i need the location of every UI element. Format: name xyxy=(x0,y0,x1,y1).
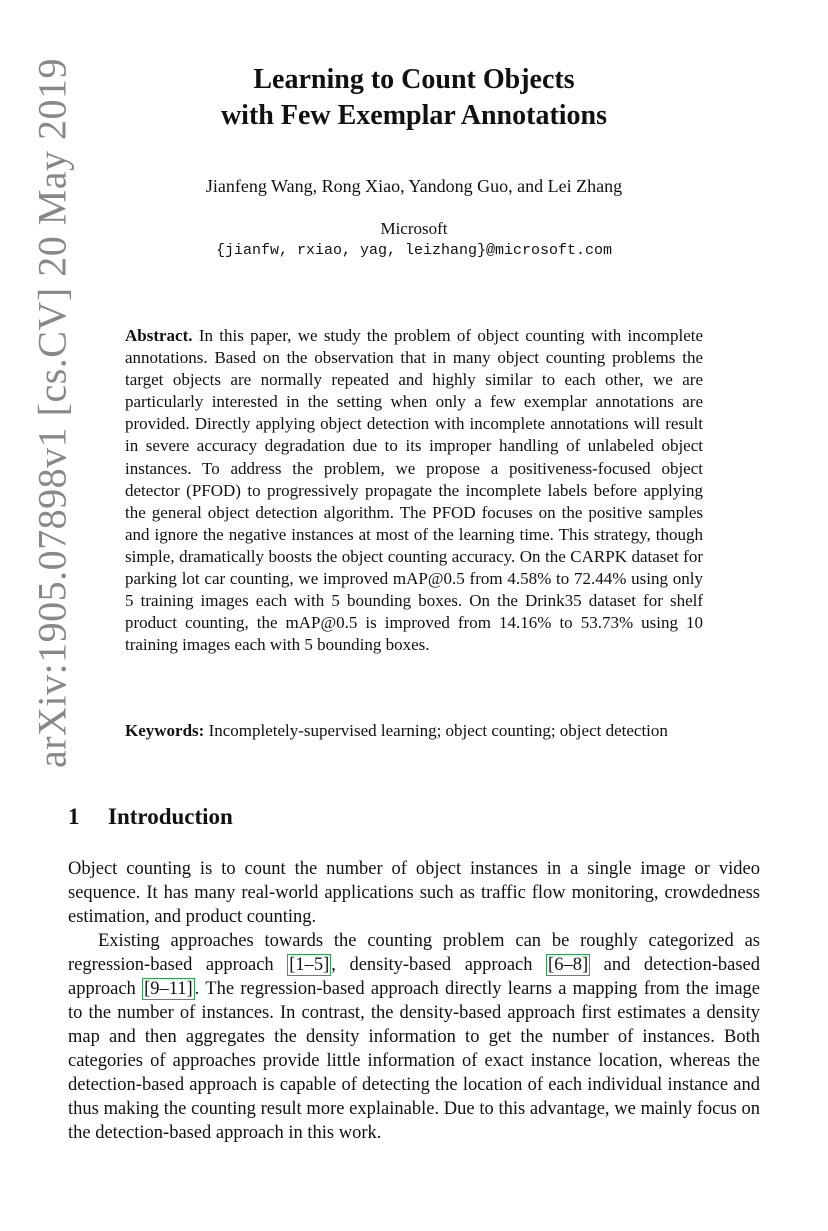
title-line-1: Learning to Count Objects xyxy=(253,64,575,95)
keywords xyxy=(125,720,703,742)
author-emails: {jianfw, rxiao, yag, leizhang}@microsoft.com xyxy=(215,242,613,259)
title-line-2: with Few Exemplar Annotations xyxy=(220,100,608,131)
paragraph-2-text-b: , density-based approach xyxy=(331,955,547,975)
abstract-label: Abstract. xyxy=(125,326,193,345)
paragraph-1: Object counting is to count the number of object instances in a single image or video sequence. It has many real-world applications such as traffic flow monitoring, crowdedness estimation, and product counting. xyxy=(68,859,760,927)
introduction-body xyxy=(68,857,760,1145)
affiliation: Microsoft xyxy=(380,219,448,238)
arxiv-identifier-text: arXiv:1905.07898v1 [cs.CV] 20 May 2019 xyxy=(29,57,75,768)
paragraph-2-text-d: . The regression-based approach directly learns a mapping from the image to the number of instances. In contrast, the density-based approach first estimates a density map and then aggregates the density information to get the number of instances. Both categories of approaches provide little information of exact instance location, whereas the detection-based approach is capable of detecting the location of each individual instance and thus making the counting result more explainable. Due to this advantage, we mainly focus on the detection-based approach in this work. xyxy=(68,979,760,1143)
keywords-label: Keywords: xyxy=(125,721,205,740)
citation-link-1[interactable]: [1–5] xyxy=(289,955,330,975)
keywords-text: Incompletely-supervised learning; object counting; object detection xyxy=(208,721,668,740)
abstract xyxy=(125,325,703,656)
paragraph-2 xyxy=(68,929,760,1145)
section-title: Introduction xyxy=(108,804,233,829)
citation-link-3[interactable]: [9–11] xyxy=(144,979,193,999)
paragraph-2-text-a: Existing approaches towards the counting problem can be roughly categorized as regression-based approach xyxy=(68,931,760,975)
arxiv-identifier xyxy=(26,57,78,768)
section-number: 1 xyxy=(68,804,80,829)
abstract-text: In this paper, we study the problem of object counting with incomplete annotations. Based on the observation that in many object counting problems the target objects are normally repeated and highly similar to each other, we are particularly interested in the setting when only a few exemplar annotations are provided. Directly applying object detection with incomplete annotations will result in severe accuracy degradation due to its improper handling of unlabeled object instances. To address the problem, we propose a positiveness-focused object detector (PFOD) to progressively propagate the incomplete labels before applying the general object detection algorithm. The PFOD focuses on the positive samples and ignore the negative instances at most of the learning time. This strategy, though simple, dramatically boosts the object counting accuracy. On the CARPK dataset for parking lot car counting, we improved mAP@0.5 from 4.58% to 72.44% using only 5 training images each with 5 bounding boxes. On the Drink35 dataset for shelf product counting, the mAP@0.5 is improved from 14.16% to 53.73% using 10 training images each with 5 bounding boxes. xyxy=(125,326,704,655)
paper-title xyxy=(0,62,828,134)
citation-link-2[interactable]: [6–8] xyxy=(548,955,589,975)
paragraph-2-text-c: and detection-based approach xyxy=(68,955,761,999)
section-heading xyxy=(68,804,233,830)
author-list: Jianfeng Wang, Rong Xiao, Yandong Guo, and Lei Zhang xyxy=(205,176,623,196)
